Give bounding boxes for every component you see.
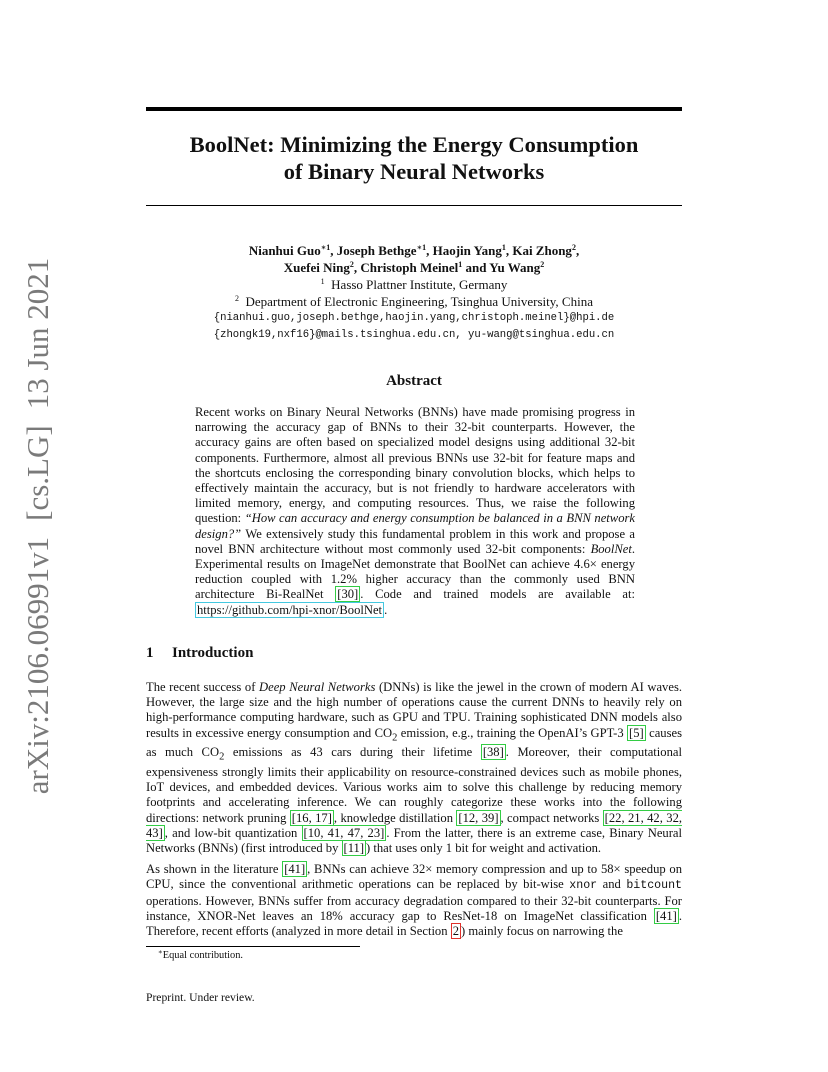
code-xnor: xnor: [569, 879, 598, 893]
citation-link[interactable]: [10, 41, 47, 23]: [303, 825, 385, 840]
title-line-2: of Binary Neural Networks: [283, 159, 545, 184]
arxiv-identifier: [20, 258, 56, 795]
abstract-text: . Code and trained models are available at:: [360, 587, 636, 602]
author-mark: 2: [571, 243, 576, 252]
section-heading-introduction: [146, 645, 253, 662]
title-line-1: BoolNet: Minimizing the Energy Consumption: [189, 132, 639, 157]
author-name: Joseph Bethge: [336, 243, 417, 258]
body-text: , compact networks: [500, 810, 603, 825]
body-text: emissions as 43 cars during their lifetime: [224, 745, 481, 760]
author-line-2: Xuefei Ning$^2$, Christoph Meinel$^1$ and Yu Wang$^2$: [283, 260, 545, 275]
email-line-1: {nianhui.guo,joseph.bethge,haojin.yang,christoph.meinel}@hpi.de: [213, 312, 615, 324]
author-name: Haojin Yang: [432, 243, 502, 258]
abstract-text: Recent works on Binary Neural Networks (BNNs) have made promising progress in narrowing the accuracy gap of BNNs to their 32-bit counterparts. However, the accuracy gains are often based on specialized model designs using additional 32-bit components. Furthermore, almost all previous BNNs use 32-bit for feature maps and the shortcuts enclosing the corresponding binary convolution blocks, which helps to effectively maintain the accuracy, but is not friendly to hardware accelerators with limited memory, energy, and computing resources. Thus, we raise the following question:: [195, 405, 635, 526]
preprint-notice: Preprint. Under review.: [146, 991, 255, 1004]
affiliation-1: [146, 276, 682, 293]
author-mark: 2: [540, 260, 545, 269]
abstract-question: “How can accuracy and energy consumption be balanced in a BNN network design?”: [195, 511, 635, 541]
abstract-text: .: [384, 602, 388, 617]
author-block: [146, 242, 682, 344]
author-mark: 1: [458, 260, 463, 269]
section-title: Introduction: [172, 645, 254, 661]
intro-paragraph-2: [146, 862, 682, 939]
section-number: 1: [146, 645, 154, 661]
citation-link[interactable]: [41]: [655, 908, 677, 923]
author-line-1: Nianhui Guo$^{∗1}$, Joseph Bethge$^{∗1}$, Haojin Yang$^1$, Kai Zhong$^2$,: [248, 243, 580, 258]
author-name: Yu Wang: [489, 260, 541, 275]
abstract-paragraph: [195, 405, 635, 618]
body-text: The recent success of: [146, 680, 260, 694]
author-name: Christoph Meinel: [360, 260, 459, 275]
citation-link[interactable]: [30]: [337, 587, 359, 602]
citation-link[interactable]: [11]: [343, 841, 365, 856]
arxiv-id: arXiv:2106.06991v1: [20, 536, 55, 795]
body-text: ) mainly focus on narrowing the: [460, 924, 623, 939]
author-name: Kai Zhong: [512, 243, 572, 258]
affiliation-2: [146, 293, 682, 310]
citation-link[interactable]: [12, 39]: [458, 810, 499, 825]
author-name: Xuefei Ning: [283, 260, 350, 275]
footnote-text: Equal contribution.: [162, 950, 243, 961]
body-text: operations. However, BNNs suffer from accuracy degradation compared to their 32-bit counterparts. For instance, XNOR-Net leaves an 18% accuracy gap to ResNet-18 on ImageNet classification: [146, 893, 682, 923]
code-url-link[interactable]: https://github.com/hpi-xnor/BoolNet: [197, 602, 383, 617]
title-rule-bottom: [146, 205, 682, 206]
author-mark: 2: [349, 260, 354, 269]
affiliation-mark: 2: [235, 294, 239, 303]
body-text: and: [597, 877, 627, 892]
body-text: As shown in the literature: [146, 862, 283, 877]
footnote: [158, 950, 243, 961]
subscript: 2: [392, 732, 398, 744]
body-text: (DNNs) is like the jewel in the crown of modern AI waves. However, the large size and the high number of operations cause the current DNNs to heavily rely on high-performance computing hardware, such as GPU and TPU. Training sophisticated DNN models also results in excessive energy consumption and CO: [146, 680, 682, 740]
author-mark: 1: [501, 243, 506, 252]
affiliation-text: Hasso Plattner Institute, Germany: [331, 277, 508, 292]
body-text: , BNNs can achieve 32× memory compression and up to 58× speedup on CPU, since the conventional arithmetic operations can be replaced by bit-wise: [146, 862, 682, 892]
author-mark: ∗1: [416, 243, 427, 252]
abstract-body: [195, 405, 635, 618]
body-text: . Therefore, recent efforts (analyzed in more detail in Section: [146, 908, 682, 939]
arxiv-category: [cs.LG]: [20, 425, 55, 521]
introduction-body: [146, 680, 682, 945]
body-italic: Deep Neural Networks: [259, 680, 376, 694]
citation-link[interactable]: [22, 21, 42, 32, 43]: [146, 810, 683, 840]
section-ref-link[interactable]: 2: [452, 924, 459, 939]
affiliation-text: Department of Electronic Engineering, Tsinghua University, China: [245, 294, 593, 309]
affiliation-mark: 1: [320, 277, 325, 286]
body-text: . Moreover, their computational expensiveness strongly limits their applicability on resource-constrained devices such as mobile phones, IoT devices, and embedded devices. Various works aim to solve this challenge by reducing memory footprints and accelerating inference. We can roughly categorize these works into the following directions: network pruning: [146, 745, 682, 825]
author-and: and: [465, 260, 487, 275]
author-mark: ∗1: [320, 243, 331, 252]
arxiv-date: 13 Jun 2021: [20, 257, 55, 410]
abstract-text: We extensively study this fundamental problem in this work and propose a novel BNN architecture without most commonly used 32-bit components:: [195, 526, 635, 556]
citation-link[interactable]: [16, 17]: [291, 810, 332, 825]
boolnet-name: BoolNet: [590, 541, 632, 556]
abstract-text: . Experimental results on ImageNet demonstrate that BoolNet can achieve 4.6× energy reduction coupled with 1.2% higher accuracy than the commonly used BNN architecture Bi-RealNet: [195, 541, 635, 602]
title-rule-top: [146, 107, 682, 111]
citation-link[interactable]: [5]: [629, 725, 644, 740]
body-text: emission, e.g., training the OpenAI’s GPT-3: [397, 725, 628, 740]
body-text: , knowledge distillation: [333, 810, 457, 825]
code-bitcount: bitcount: [626, 879, 683, 893]
body-text: ) that uses only 1 bit for weight and activation.: [366, 841, 602, 856]
author-name: Nianhui Guo: [248, 243, 321, 258]
body-text: . From the latter, there is an extreme case, Binary Neural Networks (BNNs) (first introduced by: [146, 825, 682, 856]
citation-link[interactable]: [41]: [284, 862, 306, 877]
email-line-2: {zhongk19,nxf16}@mails.tsinghua.edu.cn, yu-wang@tsinghua.edu.cn: [213, 329, 615, 341]
paper-title: [146, 131, 682, 185]
intro-paragraph-1: [146, 680, 682, 856]
body-text: causes as much CO: [146, 725, 682, 760]
footnote-rule: [146, 946, 360, 947]
subscript: 2: [219, 751, 225, 763]
footnote-mark: ∗: [158, 948, 163, 956]
citation-link[interactable]: [38]: [482, 745, 504, 760]
abstract-heading: Abstract: [386, 373, 442, 389]
body-text: , and low-bit quantization: [164, 825, 302, 840]
